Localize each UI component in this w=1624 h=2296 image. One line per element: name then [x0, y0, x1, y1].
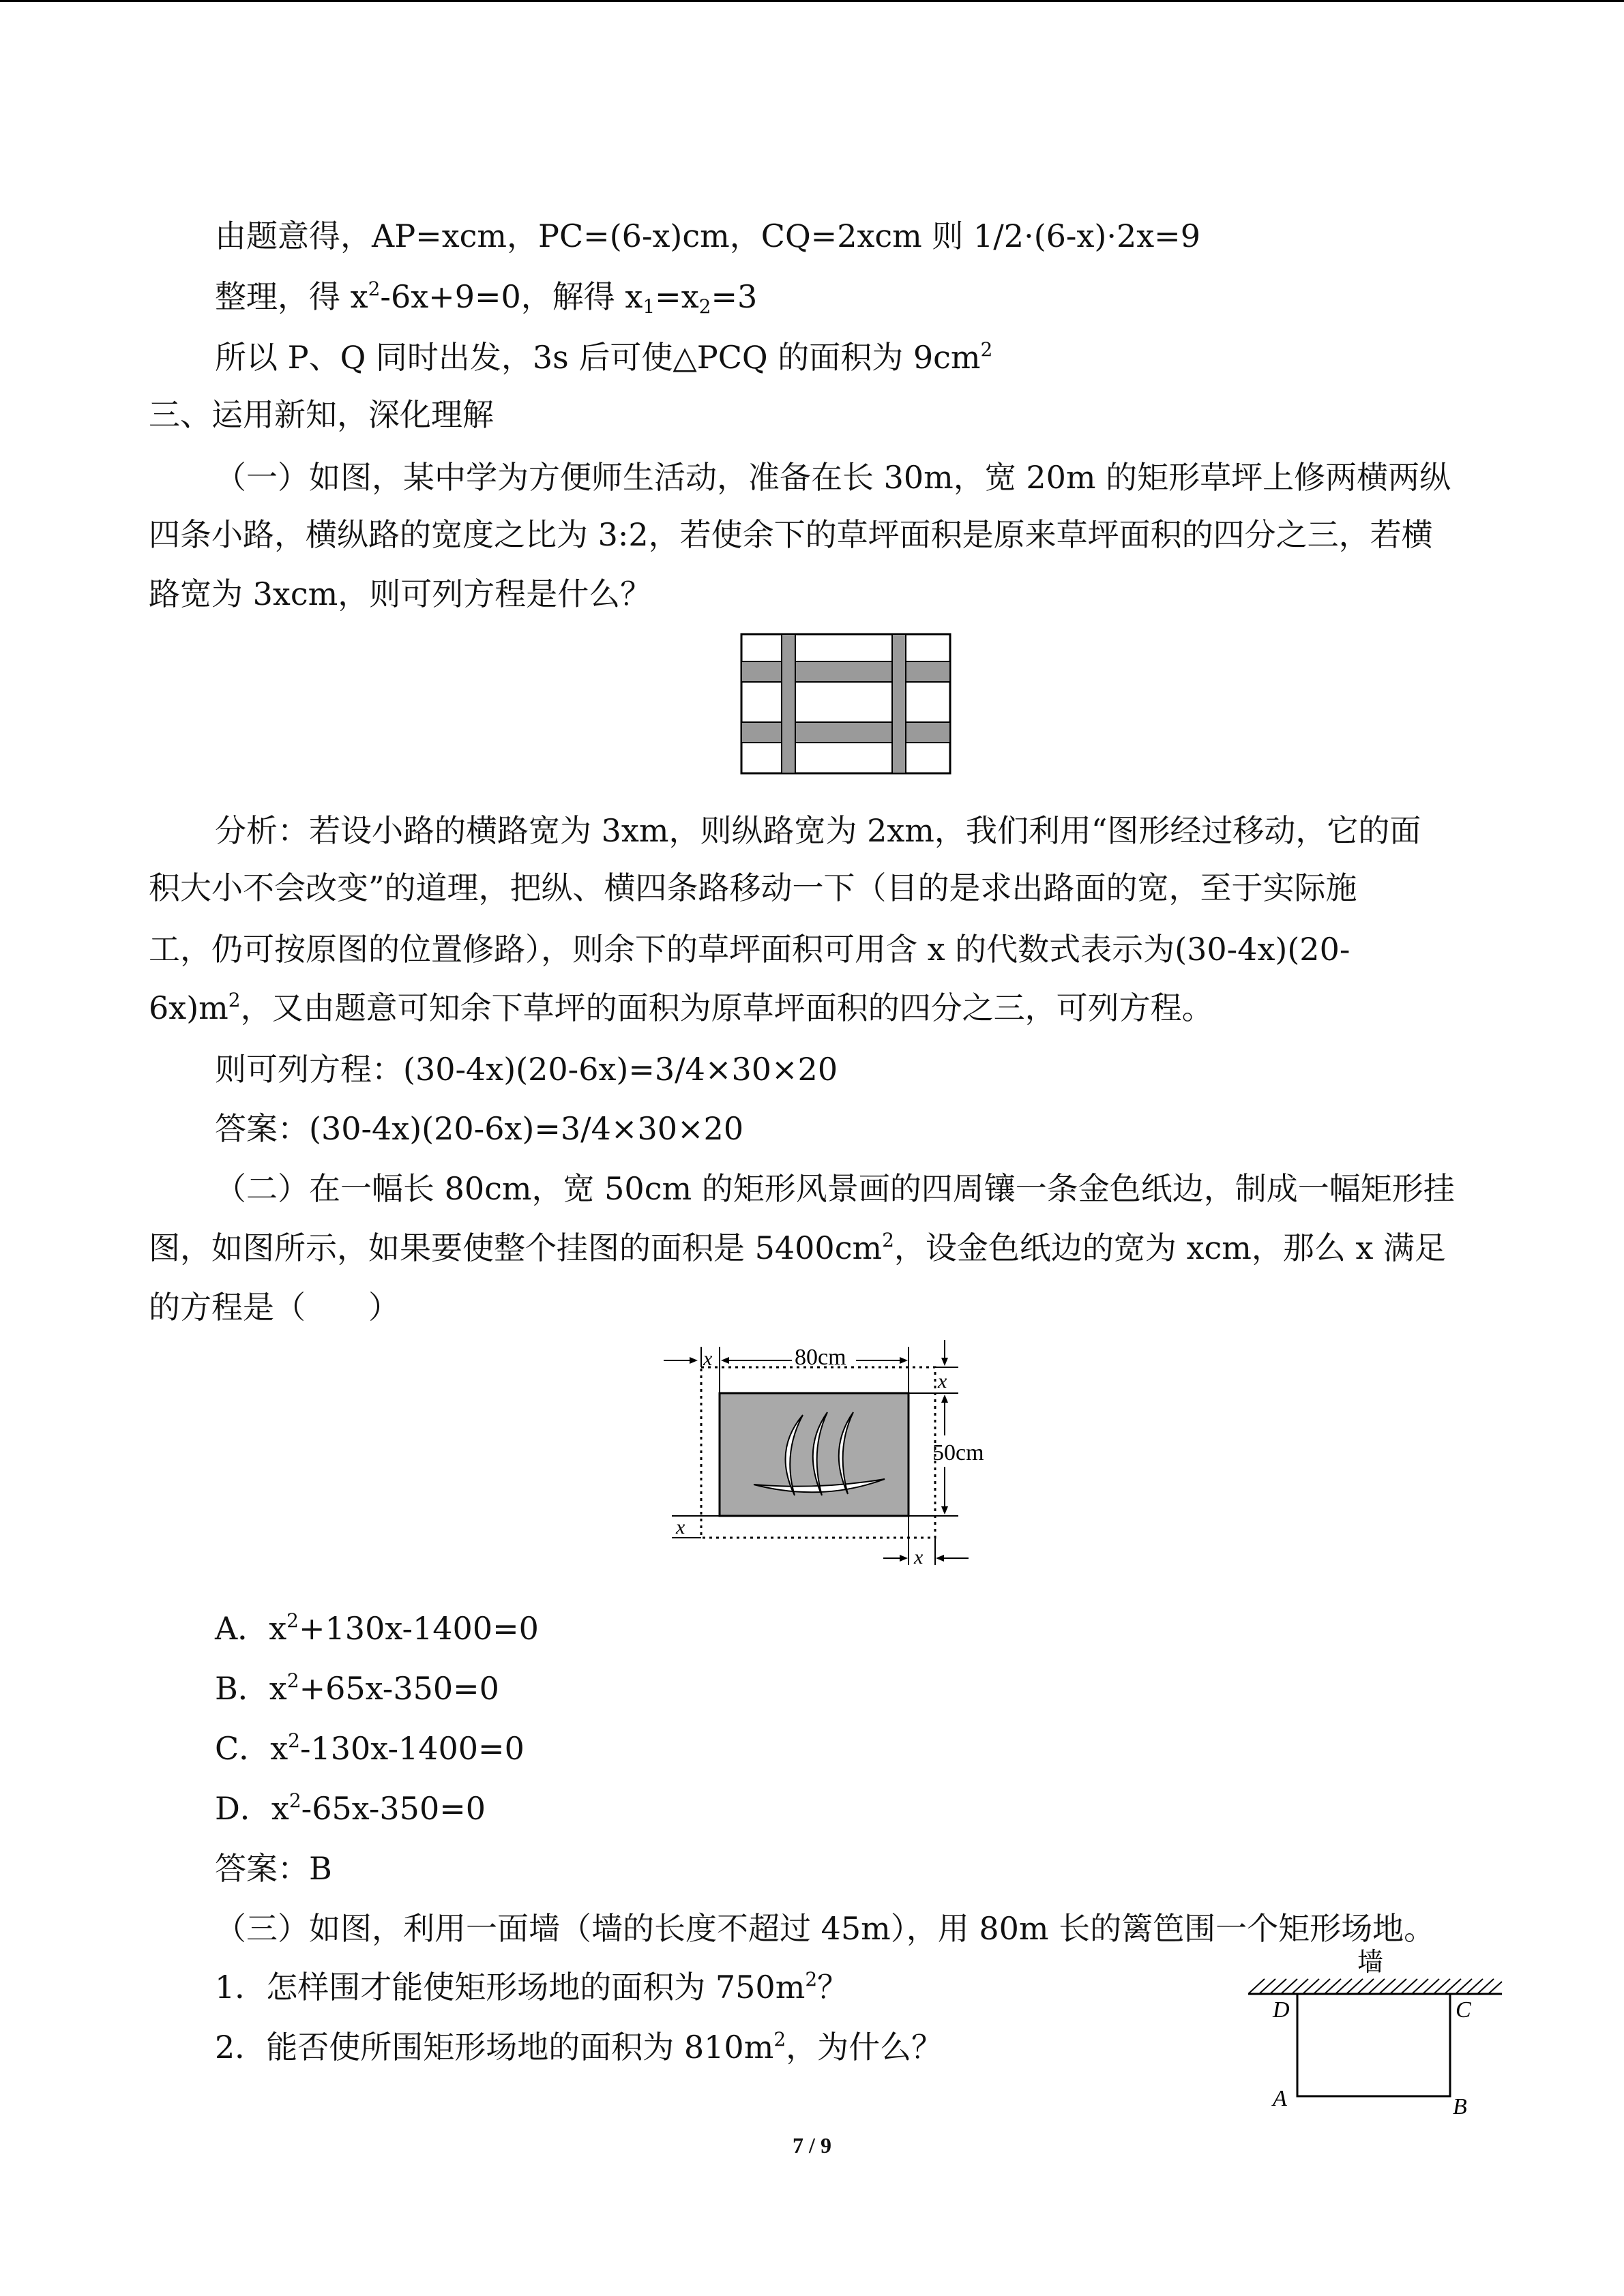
- label-x-right: x: [938, 1370, 947, 1392]
- equation-line: 则可列方程：(30-4x)(20-6x)=3/4×30×20: [215, 1051, 838, 1088]
- problem-1-line-2: 四条小路，横纵路的宽度之比为 3:2，若使余下的草坪面积是原来草坪面积的四分之三，若横: [149, 516, 1433, 553]
- point-c: C: [1456, 1997, 1471, 2023]
- option-a: A．$x^2+130x-1400=0$: [215, 1609, 539, 1647]
- problem-1-line-3: 路宽为 3xcm，则可列方程是什么？: [149, 576, 652, 612]
- top-rule: [0, 0, 1624, 2]
- label-x-top: x: [703, 1347, 713, 1370]
- page-number: 7 / 9: [793, 2133, 831, 2158]
- section-heading-3: 三、运用新知，深化理解: [149, 396, 494, 433]
- answer-1: 答案：(30-4x)(20-6x)=3/4×30×20: [215, 1110, 744, 1147]
- analysis-line-1: 分析：若设小路的横路宽为 3xm，则纵路宽为 2xm，我们利用“图形经过移动，它的面: [215, 812, 1421, 849]
- framed-painting-figure: [658, 1333, 1006, 1579]
- point-b: B: [1453, 2094, 1467, 2119]
- analysis-line-4: $6x)m^2$，又由题意可知余下草坪的面积为原草坪面积的四分之三，可列方程。: [149, 989, 1213, 1026]
- answer-2: 答案：B: [215, 1850, 332, 1887]
- problem-2-line-3: 的方程是（ ）: [149, 1289, 400, 1326]
- problem-2-line-1: （二）在一幅长 80cm，宽 50cm 的矩形风景画的四周镶一条金色纸边，制成一幅矩形挂: [215, 1170, 1455, 1207]
- label-80cm: 80cm: [795, 1345, 846, 1370]
- label-x-left: x: [676, 1516, 685, 1538]
- problem-3-question-1: 1．怎样围才能使矩形场地的面积为 $750m^2$？: [215, 1968, 849, 2006]
- solution-line-1: 由题意得，AP=xcm，PC=(6-x)cm，CQ=2xcm 则 1/2·(6-x)·2x=9: [215, 218, 1200, 254]
- wall-rectangle-figure: [1248, 1943, 1504, 2121]
- label-x-bottom: x: [914, 1546, 924, 1568]
- point-d: D: [1273, 1997, 1290, 2023]
- problem-3: （三）如图，利用一面墙（墙的长度不超过 45m），用 80m 长的篱笆围一个矩形场地。: [215, 1910, 1436, 1947]
- label-50cm: 50cm: [932, 1440, 984, 1465]
- solution-line-3: 所以 P、Q 同时出发，3s 后可使△PCQ 的面积为 $9cm^2$: [215, 338, 993, 376]
- problem-1-line-1: （一）如图，某中学为方便师生活动，准备在长 30m，宽 20m 的矩形草坪上修两横两纵: [215, 459, 1451, 496]
- point-a: A: [1273, 2086, 1287, 2111]
- solution-line-2: 整理，得 $x^2-6x+9=0$，解得 $x_1=x_2=3$: [215, 278, 758, 318]
- problem-2-line-2: 图，如图所示，如果要使整个挂图的面积是 $5400cm^2$，设金色纸边的宽为 xcm，那么 x 满足: [149, 1229, 1447, 1266]
- option-d: D．$x^2-65x-350=0$: [215, 1789, 486, 1827]
- analysis-line-2: 积大小不会改变”的道理，把纵、横四条路移动一下（目的是求出路面的宽，至于实际施: [149, 869, 1357, 906]
- option-c: C．$x^2-130x-1400=0$: [215, 1729, 525, 1767]
- option-b: B．$x^2+65x-350=0$: [215, 1669, 499, 1707]
- analysis-line-3: 工，仍可按原图的位置修路），则余下的草坪面积可用含 x 的代数式表示为(30-4x)(20-: [149, 931, 1350, 968]
- lawn-paths-figure: [740, 633, 951, 775]
- wall-label: 墙: [1357, 1947, 1384, 1977]
- problem-3-question-2: 2．能否使所围矩形场地的面积为 $810m^2$，为什么？: [215, 2028, 943, 2066]
